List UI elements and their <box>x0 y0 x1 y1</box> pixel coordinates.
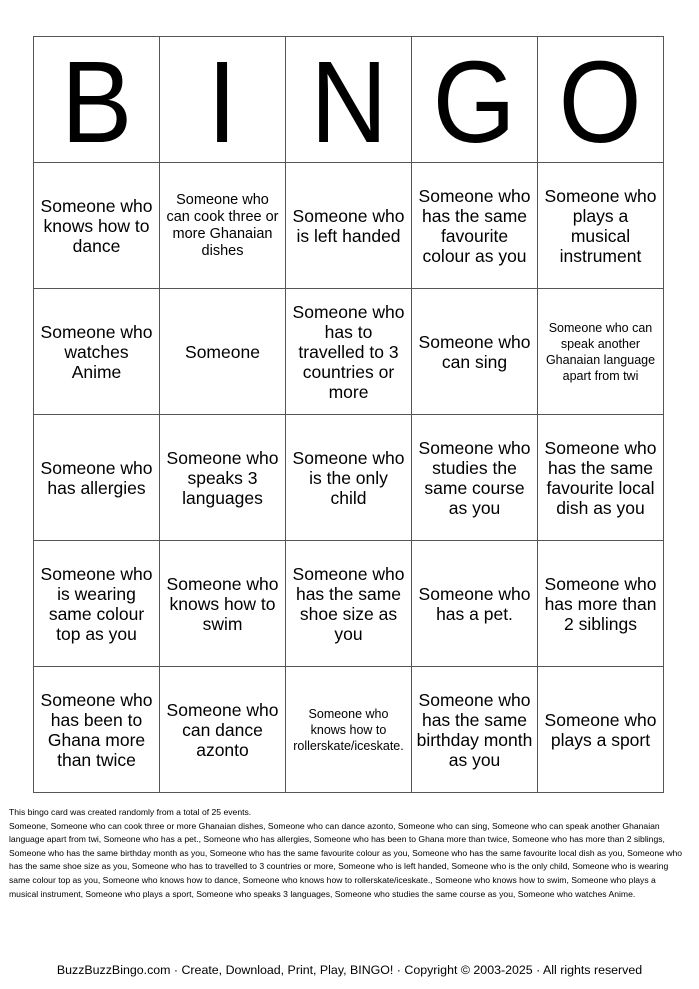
site-footer: BuzzBuzzBingo.com · Create, Download, Print, Play, BINGO! · Copyright © 2003-2025 · All rights reserved <box>56 963 643 977</box>
bingo-cell[interactable]: Someone who knows how to rollerskate/iceskate. <box>286 667 412 793</box>
footnote-intro: This bingo card was created randomly from a total of 25 events. <box>9 807 252 817</box>
bingo-cell[interactable]: Someone who has more than 2 siblings <box>538 541 664 667</box>
bingo-cell[interactable]: Someone who can speak another Ghanaian language apart from twi <box>538 289 664 415</box>
bingo-row <box>34 667 664 793</box>
bingo-cell[interactable]: Someone who watches Anime <box>34 289 160 415</box>
bingo-cell[interactable]: Someone who can dance azonto <box>160 667 286 793</box>
bingo-cell[interactable]: Someone who speaks 3 languages <box>160 415 286 541</box>
bingo-row <box>34 163 664 289</box>
bingo-cell[interactable]: Someone who is left handed <box>286 163 412 289</box>
bingo-row <box>34 541 664 667</box>
bingo-cell[interactable]: Someone <box>160 289 286 415</box>
footnote-event-list: Someone, Someone who can cook three or more Ghanaian dishes, Someone who can dance azonto, Someone who can sing, Someone who can speak another Ghanaian language apart from twi, Someone who has a pet., Someone who has allergies, Someone who has been to Ghana more than twice, Someone who has more than 2 siblings, Someone who has the same birthday month as you, Someone who has the same favourite colour as you, Someone who has the same favourite local dish as you, Someone who has the same shoe size as you, Someone who has to travelled to 3 countries or more, Someone who is left handed, Someone who is the only child, Someone who is wearing same colour top as you, Someone who knows how to dance, Someone who knows how to rollerskate/iceskate., Someone who knows how to swim, Someone who plays a musical instrument, Someone who plays a sport, Someone who speaks 3 languages, Someone who studies the same course as you, Someone who watches Anime. <box>9 820 683 899</box>
bingo-row <box>34 415 664 541</box>
bingo-cell[interactable]: Someone who is wearing same colour top as you <box>34 541 160 667</box>
bingo-cell[interactable]: Someone who knows how to dance <box>34 163 160 289</box>
bingo-cell[interactable]: Someone who has the same shoe size as you <box>286 541 412 667</box>
bingo-cell[interactable]: Someone who has to travelled to 3 countries or more <box>286 289 412 415</box>
bingo-cell[interactable]: Someone who studies the same course as you <box>412 415 538 541</box>
bingo-cell[interactable]: Someone who plays a musical instrument <box>538 163 664 289</box>
bingo-cell[interactable]: Someone who has the same birthday month as you <box>412 667 538 793</box>
header-letter-o: O <box>538 37 664 163</box>
bingo-cell[interactable]: Someone who has the same favourite colour as you <box>412 163 538 289</box>
bingo-cell[interactable]: Someone who has been to Ghana more than twice <box>34 667 160 793</box>
bingo-cell[interactable]: Someone who can cook three or more Ghanaian dishes <box>160 163 286 289</box>
bingo-cell[interactable]: Someone who has allergies <box>34 415 160 541</box>
bingo-cell[interactable]: Someone who plays a sport <box>538 667 664 793</box>
header-letter-g: G <box>412 37 538 163</box>
bingo-grid <box>34 163 664 793</box>
header-letter-n: N <box>286 37 412 163</box>
header-letter-i: I <box>160 37 286 163</box>
bingo-card <box>33 36 664 793</box>
bingo-cell[interactable]: Someone who has the same favourite local dish as you <box>538 415 664 541</box>
header-letter-b: B <box>34 37 160 163</box>
bingo-cell[interactable]: Someone who knows how to swim <box>160 541 286 667</box>
bingo-header-row <box>34 37 664 163</box>
card-footnote <box>9 806 687 901</box>
bingo-cell[interactable]: Someone who can sing <box>412 289 538 415</box>
bingo-cell[interactable]: Someone who has a pet. <box>412 541 538 667</box>
bingo-cell[interactable]: Someone who is the only child <box>286 415 412 541</box>
bingo-row <box>34 289 664 415</box>
